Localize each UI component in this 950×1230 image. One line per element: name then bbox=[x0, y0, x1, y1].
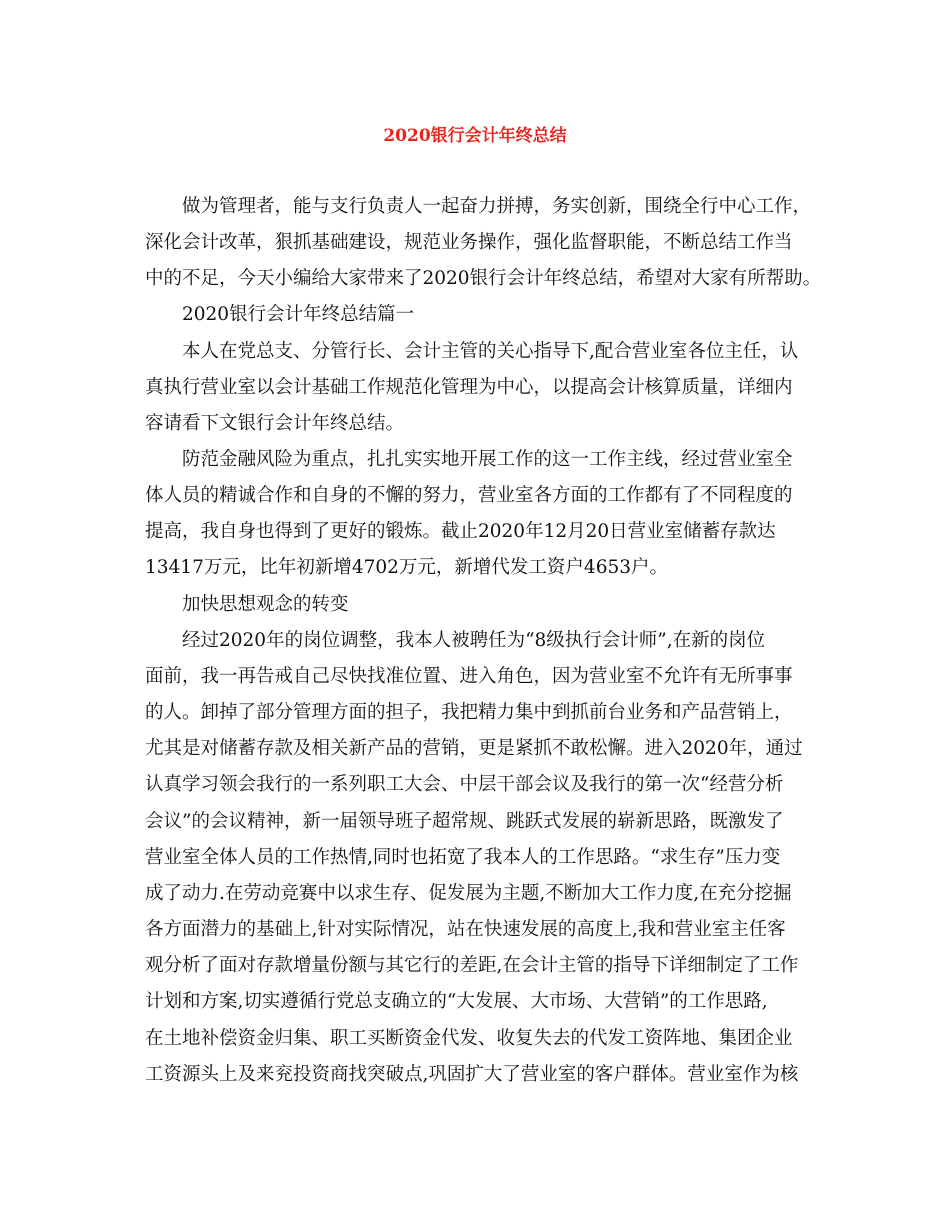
section-heading: 2020银行会计年终总结篇一 bbox=[182, 304, 415, 325]
paragraph-line: 提高，我自身也得到了更好的锻炼。截止2020年12月20日营业室储蓄存款达 bbox=[145, 521, 776, 542]
paragraph-line: 容请看下文银行会计年终总结。 bbox=[145, 413, 405, 434]
paragraph-line: 会议”的会议精神，新一届领导班子超常规、跳跃式发展的崭新思路，既激发了 bbox=[145, 811, 784, 832]
paragraph-line: 13417万元，比年初新增4702万元，新增代发工资户4653户。 bbox=[145, 557, 669, 578]
paragraph-line: 在土地补偿资金归集、职工买断资金代发、收复失去的代发工资阵地、集团企业 bbox=[145, 1028, 793, 1049]
paragraph-line: 本人在党总支、分管行长、会计主管的关心指导下,配合营业室各位主任，认 bbox=[182, 341, 799, 362]
paragraph-line: 做为管理者，能与支行负责人一起奋力拼搏，务实创新，围绕全行中心工作， bbox=[182, 196, 812, 217]
paragraph-line: 体人员的精诚合作和自身的不懈的努力，营业室各方面的工作都有了不同程度的 bbox=[145, 485, 793, 506]
paragraph-line: 营业室全体人员的工作热情,同时也拓宽了我本人的工作思路。“求生存”压力变 bbox=[145, 847, 781, 868]
paragraph-line: 认真学习领会我行的一系列职工大会、中层干部会议及我行的第一次“经营分析 bbox=[145, 774, 784, 795]
paragraph-line: 成了动力.在劳动竞赛中以求生存、促发展为主题,不断加大工作力度,在充分挖掘 bbox=[145, 883, 792, 904]
paragraph-line: 面前，我一再告戒自己尽快找准位置、进入角色，因为营业室不允许有无所事事 bbox=[145, 666, 793, 687]
paragraph-line: 工资源头上及来兖投资商找突破点,巩固扩大了营业室的客户群体。营业室作为核 bbox=[145, 1064, 799, 1085]
paragraph-line: 各方面潜力的基础上,针对实际情况，站在快速发展的高度上,我和营业室主任客 bbox=[145, 919, 786, 940]
paragraph-line: 中的不足，今天小编给大家带来了2020银行会计年终总结，希望对大家有所帮助。 bbox=[145, 268, 822, 289]
paragraph-line: 的人。卸掉了部分管理方面的担子，我把精力集中到抓前台业务和产品营销上， bbox=[145, 702, 793, 723]
paragraph-line: 真执行营业室以会计基础工作规范化管理为中心，以提高会计核算质量，详细内 bbox=[145, 377, 793, 398]
section-heading: 加快思想观念的转变 bbox=[182, 594, 349, 615]
paragraph-line: 防范金融风险为重点，扎扎实实地开展工作的这一工作主线，经过营业室全 bbox=[182, 449, 793, 470]
paragraph-line: 尤其是对储蓄存款及相关新产品的营销，更是紧抓不敢松懈。进入2020年，通过 bbox=[145, 738, 803, 759]
paragraph-line: 观分析了面对存款增量份额与其它行的差距,在会计主管的指导下详细制定了工作 bbox=[145, 955, 799, 976]
paragraph-line: 深化会计改革，狠抓基础建设，规范业务操作，强化监督职能，不断总结工作当 bbox=[145, 232, 793, 253]
paragraph-line: 经过2020年的岗位调整，我本人被聘任为“8级执行会计师”,在新的岗位 bbox=[182, 630, 766, 651]
document-title: 2020银行会计年终总结 bbox=[383, 126, 567, 146]
paragraph-line: 计划和方案,切实遵循行党总支确立的“大发展、大市场、大营销”的工作思路, bbox=[145, 991, 768, 1012]
